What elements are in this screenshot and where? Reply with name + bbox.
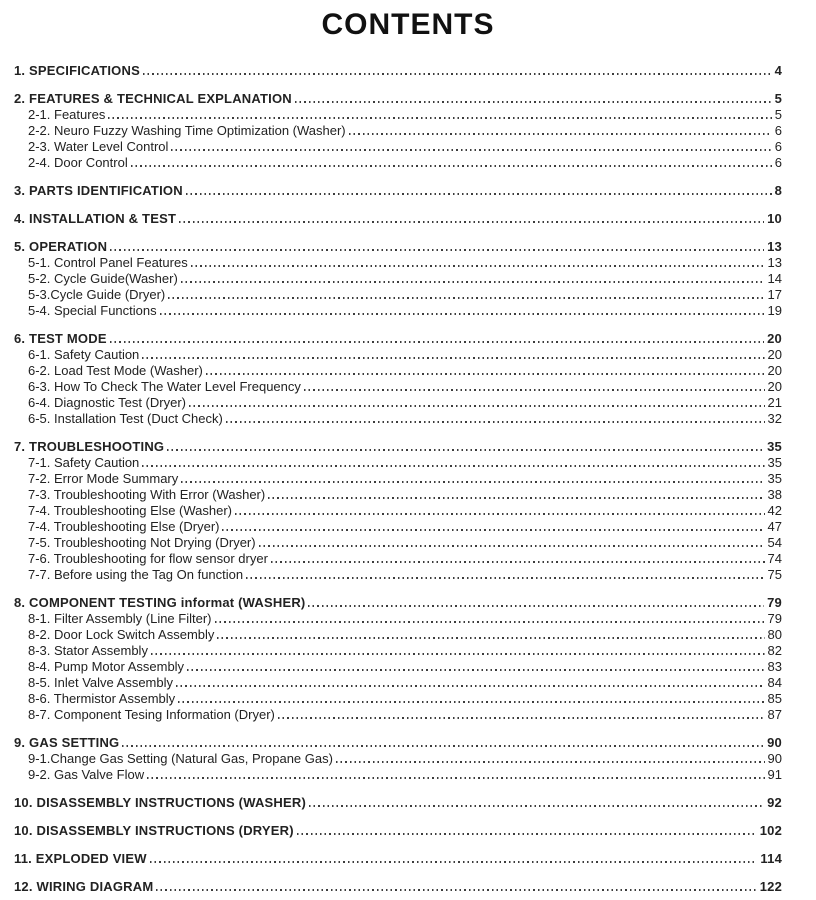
- dot-leader: [304, 389, 765, 391]
- toc-entry-label: 7-1. Safety Caution: [28, 455, 140, 470]
- toc-entry-label: 8-6. Thermistor Assembly: [28, 691, 176, 706]
- dot-leader: [217, 637, 764, 639]
- toc-entry-label: 8. COMPONENT TESTING informat (WASHER): [14, 595, 306, 610]
- toc-entry-label: 6-3. How To Check The Water Level Frequency: [28, 379, 301, 394]
- toc-entry-label: 10. DISASSEMBLY INSTRUCTIONS (WASHER): [14, 795, 306, 810]
- dot-leader: [278, 717, 765, 719]
- toc-entry: [14, 302, 782, 318]
- toc-entry: [14, 90, 782, 106]
- toc-entry-label: 12. WIRING DIAGRAM: [14, 879, 154, 894]
- toc-entry-label: 9-1.Change Gas Setting (Natural Gas, Propane Gas): [28, 751, 333, 766]
- toc-entry-label: 5-3.Cycle Guide (Dryer): [28, 287, 166, 302]
- dot-leader: [110, 341, 764, 343]
- toc-entry-label: 6-2. Load Test Mode (Washer): [28, 363, 203, 378]
- toc-entry-page: 14: [767, 271, 782, 286]
- dot-leader: [295, 101, 772, 103]
- dot-leader: [222, 529, 764, 531]
- toc-entry-page: 79: [767, 595, 782, 610]
- toc-entry-page: 6: [774, 139, 782, 154]
- toc-entry-page: 90: [767, 751, 782, 766]
- dot-leader: [143, 73, 772, 75]
- page-title: CONTENTS: [321, 8, 495, 41]
- toc-entry: [14, 750, 782, 766]
- toc-entry: [14, 878, 782, 894]
- toc-entry-label: 7-4. Troubleshooting Else (Dryer): [28, 519, 220, 534]
- toc-entry-page: 85: [767, 691, 782, 706]
- dot-leader: [160, 313, 765, 315]
- toc-entry-label: 2. FEATURES & TECHNICAL EXPLANATION: [14, 91, 292, 106]
- dot-leader: [108, 117, 771, 119]
- toc-entry: [14, 518, 782, 534]
- toc-entry-page: 91: [767, 767, 782, 782]
- toc-entry-label: 6-5. Installation Test (Duct Check): [28, 411, 223, 426]
- toc-entry: [14, 610, 782, 626]
- toc-entry-label: 10. DISASSEMBLY INSTRUCTIONS (DRYER): [14, 823, 294, 838]
- dot-leader: [336, 761, 765, 763]
- dot-leader: [271, 561, 765, 563]
- toc-entry: [14, 706, 782, 722]
- toc-entry: [14, 534, 782, 550]
- dot-leader: [226, 421, 765, 423]
- toc-entry-label: 4. INSTALLATION & TEST: [14, 211, 177, 226]
- toc-entry-label: 7-3. Troubleshooting With Error (Washer): [28, 487, 266, 502]
- dot-leader: [168, 297, 764, 299]
- toc-entry-label: 9-2. Gas Valve Flow: [28, 767, 145, 782]
- dot-leader: [187, 669, 764, 671]
- toc-entry-label: 8-4. Pump Motor Assembly: [28, 659, 185, 674]
- dot-leader: [176, 685, 765, 687]
- dot-leader: [309, 805, 764, 807]
- toc-entry-page: 35: [767, 439, 782, 454]
- toc-entry: [14, 346, 782, 362]
- toc-entry-page: 13: [767, 255, 782, 270]
- toc-entry-label: 6-1. Safety Caution: [28, 347, 140, 362]
- toc-entry: [14, 822, 782, 838]
- toc-entry-page: 38: [767, 487, 782, 502]
- toc-entry: [14, 674, 782, 690]
- toc-entry-page: 17: [767, 287, 782, 302]
- toc-entry-label: 7. TROUBLESHOOTING: [14, 439, 165, 454]
- toc-entry: [14, 410, 782, 426]
- toc-entry-page: 5: [774, 107, 782, 122]
- toc-entry-label: 8-2. Door Lock Switch Assembly: [28, 627, 215, 642]
- toc-entry-label: 5. OPERATION: [14, 239, 108, 254]
- dot-leader: [122, 745, 764, 747]
- dot-leader: [181, 481, 764, 483]
- toc-entry-page: 5: [774, 91, 782, 106]
- dot-leader: [167, 449, 764, 451]
- toc-entry-page: 114: [760, 851, 782, 866]
- toc-entry-page: 8: [774, 183, 782, 198]
- toc-entry: [14, 62, 782, 78]
- toc-entry: [14, 394, 782, 410]
- toc-entry-label: 2-1. Features: [28, 107, 106, 122]
- toc-entry-page: 10: [767, 211, 782, 226]
- toc-entry: [14, 154, 782, 170]
- dot-leader: [156, 889, 756, 891]
- toc-entry-label: 6-4. Diagnostic Test (Dryer): [28, 395, 186, 410]
- toc-entry-label: 5-2. Cycle Guide(Washer): [28, 271, 178, 286]
- dot-leader: [308, 605, 764, 607]
- dot-leader: [246, 577, 764, 579]
- toc-entry: [14, 734, 782, 750]
- toc-entry: [14, 330, 782, 346]
- toc-entry: [14, 182, 782, 198]
- toc-entry: [14, 362, 782, 378]
- toc-entry-page: 75: [767, 567, 782, 582]
- toc-entry: [14, 766, 782, 782]
- toc-entry-label: 7-7. Before using the Tag On function: [28, 567, 244, 582]
- toc-entry: [14, 210, 782, 226]
- toc-entry: [14, 486, 782, 502]
- toc-entry: [14, 254, 782, 270]
- dot-leader: [189, 405, 765, 407]
- toc-entry: [14, 286, 782, 302]
- toc-entry-label: 11. EXPLODED VIEW: [14, 851, 147, 866]
- dot-leader: [268, 497, 764, 499]
- toc-entry-page: 74: [767, 551, 782, 566]
- dot-leader: [179, 221, 764, 223]
- toc-entry: [14, 850, 782, 866]
- dot-leader: [181, 281, 765, 283]
- toc-entry: [14, 550, 782, 566]
- dot-leader: [147, 777, 764, 779]
- toc-entry-page: 42: [767, 503, 782, 518]
- toc-entry: [14, 106, 782, 122]
- toc-entry-page: 54: [767, 535, 782, 550]
- toc-entry-label: 7-6. Troubleshooting for flow sensor dryer: [28, 551, 268, 566]
- toc-entry-page: 32: [767, 411, 782, 426]
- toc-entry-label: 7-5. Troubleshooting Not Drying (Dryer): [28, 535, 256, 550]
- toc-entry-page: 20: [767, 331, 782, 346]
- toc-entry-label: 2-4. Door Control: [28, 155, 128, 170]
- toc-entry-page: 13: [767, 239, 782, 254]
- dot-leader: [110, 249, 764, 251]
- toc-entry: [14, 566, 782, 582]
- toc-entry: [14, 438, 782, 454]
- dot-leader: [235, 513, 765, 515]
- toc-entry-page: 90: [767, 735, 782, 750]
- toc-entry-page: 102: [759, 823, 782, 838]
- table-of-contents: [0, 42, 816, 894]
- toc-entry-page: 87: [767, 707, 782, 722]
- dot-leader: [349, 133, 772, 135]
- dot-leader: [151, 653, 765, 655]
- toc-entry: [14, 642, 782, 658]
- toc-entry-page: 4: [774, 63, 782, 78]
- toc-entry-page: 20: [767, 347, 782, 362]
- toc-entry-label: 7-4. Troubleshooting Else (Washer): [28, 503, 233, 518]
- toc-entry-page: 122: [759, 879, 782, 894]
- toc-entry-label: 8-5. Inlet Valve Assembly: [28, 675, 173, 690]
- dot-leader: [259, 545, 765, 547]
- toc-entry: [14, 794, 782, 810]
- toc-entry-label: 8-7. Component Tesing Information (Dryer): [28, 707, 275, 722]
- toc-entry-label: 2-2. Neuro Fuzzy Washing Time Optimization (Washer): [28, 123, 346, 138]
- toc-entry-label: 8-3. Stator Assembly: [28, 643, 148, 658]
- toc-entry: [14, 594, 782, 610]
- dot-leader: [297, 833, 757, 835]
- toc-entry: [14, 378, 782, 394]
- toc-entry: [14, 690, 782, 706]
- dot-leader: [206, 373, 765, 375]
- toc-entry: [14, 270, 782, 286]
- toc-entry: [14, 626, 782, 642]
- toc-entry: [14, 470, 782, 486]
- toc-entry-label: 3. PARTS IDENTIFICATION: [14, 183, 183, 198]
- toc-entry-page: 20: [767, 379, 782, 394]
- toc-entry-page: 21: [767, 395, 782, 410]
- dot-leader: [186, 193, 772, 195]
- toc-entry-label: 9. GAS SETTING: [14, 735, 120, 750]
- toc-entry-label: 1. SPECIFICATIONS: [14, 63, 140, 78]
- dot-leader: [171, 149, 771, 151]
- toc-entry-page: 79: [767, 611, 782, 626]
- toc-entry-label: 5-4. Special Functions: [28, 303, 157, 318]
- toc-entry-page: 80: [767, 627, 782, 642]
- dot-leader: [215, 621, 765, 623]
- toc-entry: [14, 122, 782, 138]
- toc-entry: [14, 138, 782, 154]
- toc-entry-page: 35: [767, 471, 782, 486]
- dot-leader: [142, 357, 764, 359]
- toc-entry-page: 35: [767, 455, 782, 470]
- toc-entry: [14, 502, 782, 518]
- dot-leader: [191, 265, 765, 267]
- toc-entry: [14, 658, 782, 674]
- dot-leader: [178, 701, 764, 703]
- toc-entry-page: 83: [767, 659, 782, 674]
- toc-entry-page: 47: [767, 519, 782, 534]
- toc-entry-label: 5-1. Control Panel Features: [28, 255, 188, 270]
- toc-entry: [14, 454, 782, 470]
- toc-entry-page: 92: [767, 795, 782, 810]
- toc-entry-page: 82: [767, 643, 782, 658]
- dot-leader: [150, 861, 758, 863]
- toc-entry-label: 6. TEST MODE: [14, 331, 107, 346]
- toc-entry-page: 6: [774, 155, 782, 170]
- dot-leader: [142, 465, 764, 467]
- dot-leader: [131, 165, 772, 167]
- toc-entry-label: 2-3. Water Level Control: [28, 139, 169, 154]
- toc-entry-label: 8-1. Filter Assembly (Line Filter): [28, 611, 212, 626]
- toc-entry-page: 19: [767, 303, 782, 318]
- toc-entry-page: 20: [767, 363, 782, 378]
- toc-entry: [14, 238, 782, 254]
- toc-entry-label: 7-2. Error Mode Summary: [28, 471, 179, 486]
- toc-entry-page: 6: [774, 123, 782, 138]
- toc-entry-page: 84: [767, 675, 782, 690]
